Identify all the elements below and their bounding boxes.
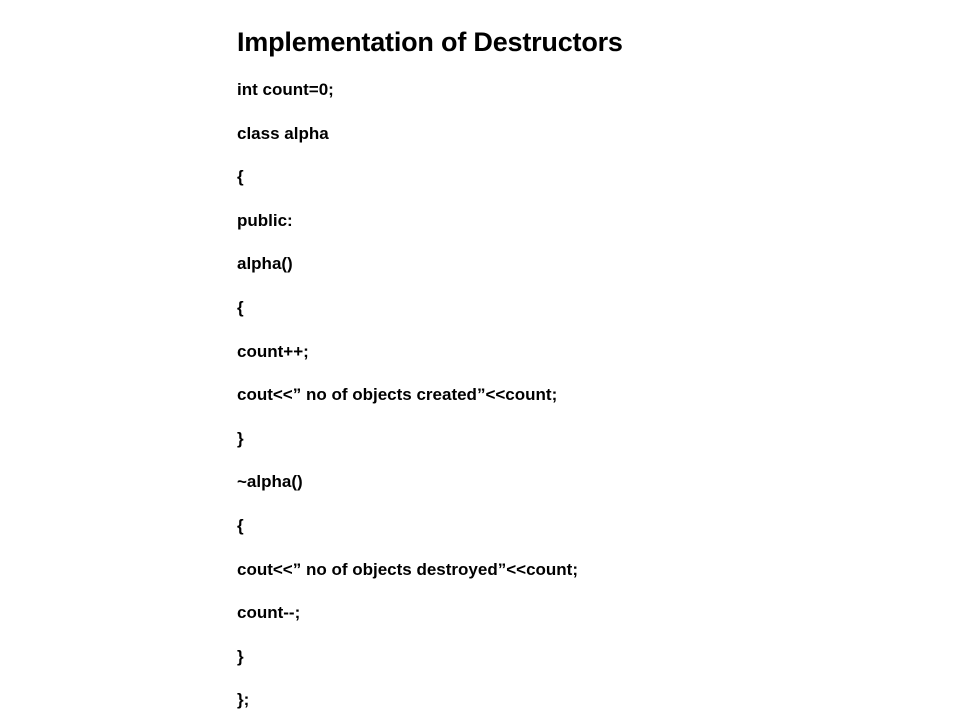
slide-title: Implementation of Destructors: [237, 27, 623, 57]
code-line: {: [237, 167, 244, 187]
code-line: count--;: [237, 603, 301, 623]
code-block: [237, 72, 578, 726]
code-line: alpha(): [237, 254, 293, 274]
code-line: class alpha: [237, 123, 329, 143]
code-line: ~alpha(): [237, 472, 303, 492]
code-line: count++;: [237, 341, 309, 361]
code-line: cout<<” no of objects destroyed”<<count;: [237, 559, 578, 579]
code-line: {: [237, 515, 244, 535]
code-line: }: [237, 428, 244, 448]
code-line: };: [237, 690, 250, 710]
code-line: int count=0;: [237, 80, 334, 99]
code-line: cout<<” no of objects created”<<count;: [237, 385, 558, 405]
code-line: public:: [237, 210, 293, 230]
code-line: {: [237, 297, 244, 317]
code-line: }: [237, 646, 244, 666]
